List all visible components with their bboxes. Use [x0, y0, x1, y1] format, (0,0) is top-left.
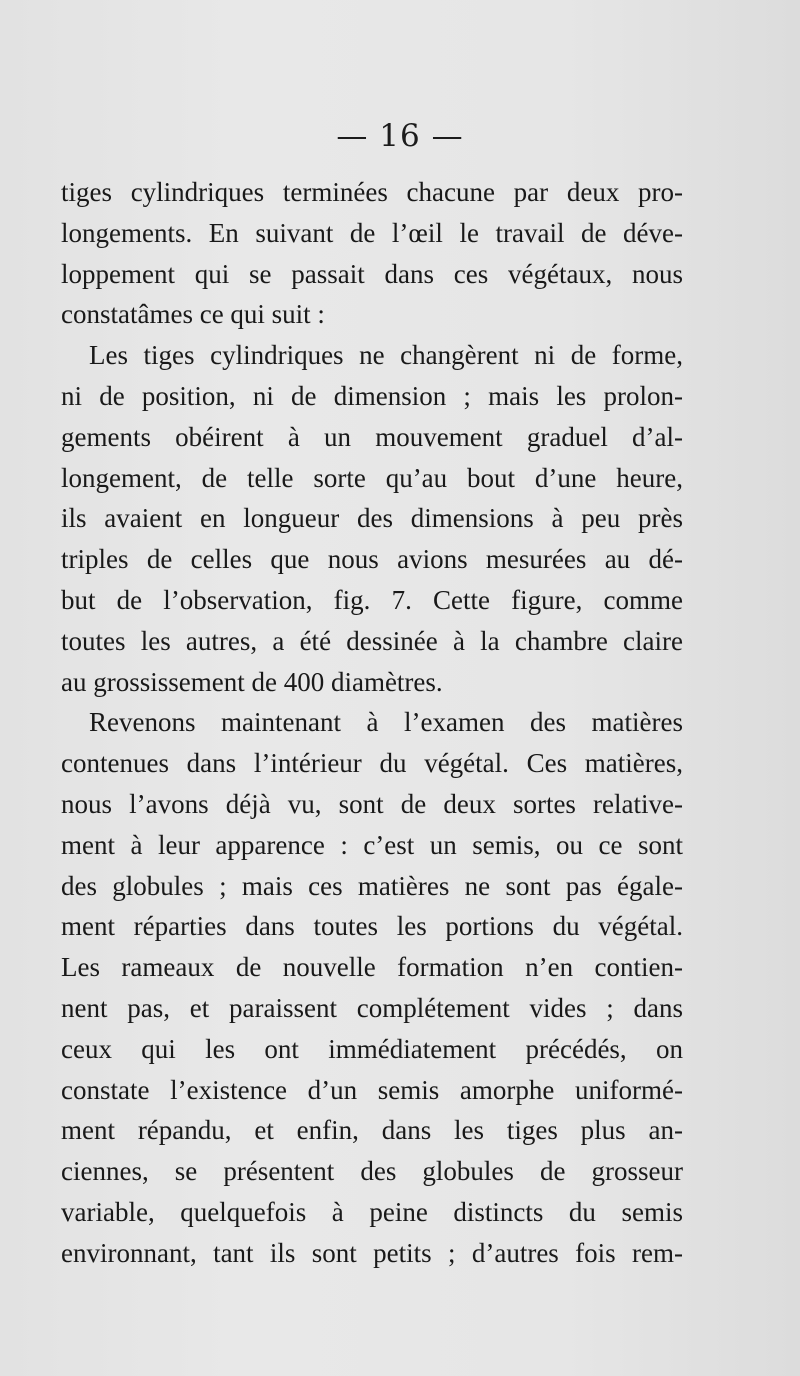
page-number: — 16 —: [336, 118, 464, 154]
text-line: triples de celles que nous avions mesurées au dé-: [61, 544, 683, 575]
text-line: ment à leur apparence : c’est un semis, ou ce sont: [61, 829, 683, 860]
text-line: ment répandu, et enfin, dans les tiges plus an-: [61, 1115, 683, 1146]
text-line: environnant, tant ils sont petits ; d’autres fois rem-: [61, 1237, 683, 1268]
body-text: [61, 172, 683, 1274]
text-line: gements obéirent à un mouvement graduel d’al-: [61, 421, 683, 452]
text-line: longement, de telle sorte qu’au bout d’une heure,: [61, 462, 683, 493]
text-line: toutes les autres, a été dessinée à la chambre claire: [61, 625, 683, 656]
text-line: nous l’avons déjà vu, sont de deux sortes relative-: [61, 788, 683, 819]
text-line: longements. En suivant de l’œil le travail de déve-: [61, 217, 683, 248]
text-line: des globules ; mais ces matières ne sont pas égale-: [61, 870, 683, 901]
text-line: ni de position, ni de dimension ; mais les prolon-: [61, 380, 683, 411]
text-line: loppement qui se passait dans ces végétaux, nous: [61, 258, 683, 289]
text-line: variable, quelquefois à peine distincts du semis: [61, 1196, 683, 1227]
text-line: tiges cylindriques terminées chacune par deux pro-: [61, 177, 683, 207]
text-line: contenues dans l’intérieur du végétal. Ces matières,: [61, 748, 683, 779]
text-line: ils avaient en longueur des dimensions à peu près: [61, 503, 683, 534]
text-line: Les tiges cylindriques ne changèrent ni de forme,: [89, 340, 683, 371]
text-line: constatâmes ce qui suit :: [61, 299, 325, 330]
text-line: constate l’existence d’un semis amorphe uniformé-: [61, 1074, 683, 1105]
text-line: ceux qui les ont immédiatement précédés, on: [61, 1033, 683, 1064]
text-line: nent pas, et paraissent complétement vides ; dans: [61, 992, 683, 1023]
text-line: ment réparties dans toutes les portions du végétal.: [61, 911, 683, 942]
text-line: Les rameaux de nouvelle formation n’en contien-: [61, 952, 683, 983]
text-line: ciennes, se présentent des globules de grosseur: [61, 1156, 683, 1187]
text-line: au grossissement de 400 diamètres.: [61, 666, 443, 697]
text-line: Revenons maintenant à l’examen des matières: [89, 707, 683, 738]
text-line: but de l’observation, fig. 7. Cette figure, comme: [61, 584, 683, 615]
